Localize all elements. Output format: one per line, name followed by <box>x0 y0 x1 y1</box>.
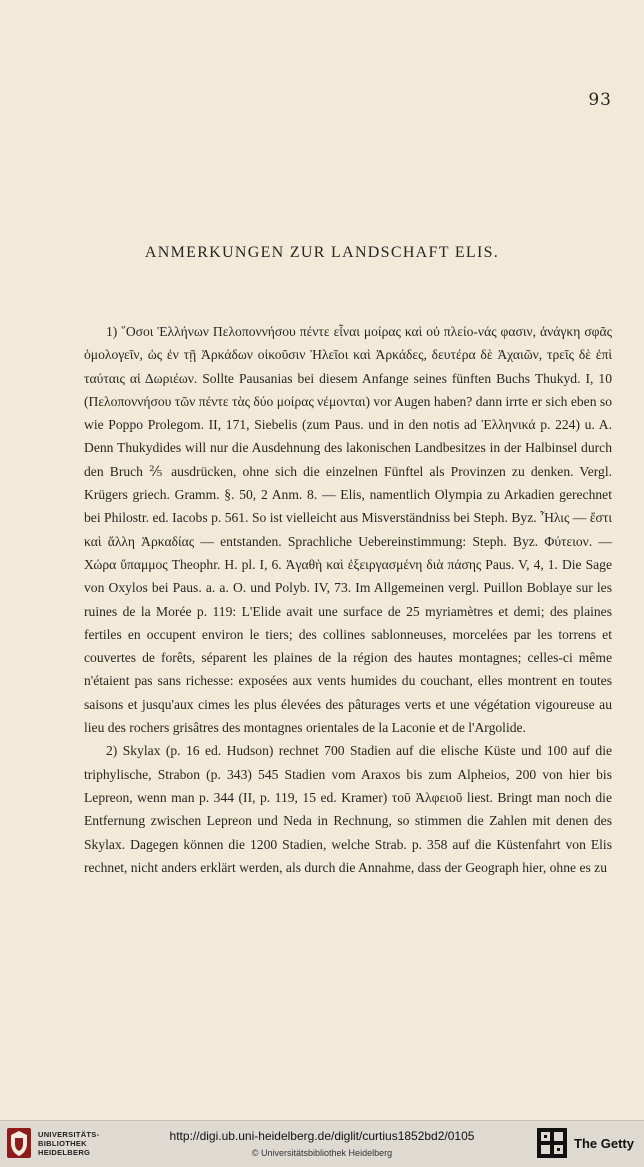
viewer-footer <box>0 1120 644 1167</box>
getty-sponsor-logo[interactable] <box>536 1127 636 1161</box>
library-name: UNIVERSITÄTS- BIBLIOTHEK HEIDELBERG <box>38 1130 100 1157</box>
copyright-notice: © Universitätsbibliothek Heidelberg <box>251 1148 393 1158</box>
page-heading: ANMERKUNGEN ZUR LANDSCHAFT ELIS. <box>144 244 500 261</box>
footnote-paragraph-2: 2) Skylax (p. 16 ed. Hudson) rechnet 700 Stadien auf die elische Küste und 100 auf die triphylische, Strabon (p. 343) 545 Stadien vom Araxos bis zum Alpheios, 200 von hier bis Lepreon, wenn man p. 344 (II, p. 119, 15 ed. Kramer) τοῦ Ἀλφειοῦ liest. Bringt man noch die Entfernung zwischen Lepreon und Neda in Rechnung, so stimmen die Zahlen mit denen des Skylax. Dagegen können die 1200 Stadien, welche Strab. p. 358 auf die Küstenfahrt von Elis rechnet, nicht anders erklärt werden, als durch die Annahme, dass der Geograph hier, ohne es zu <box>84 743 612 875</box>
body-text <box>84 320 612 879</box>
getty-logo-icon <box>536 1127 568 1159</box>
permalink-url[interactable]: http://digi.ub.uni-heidelberg.de/diglit/curtius1852bd2/0105 <box>169 1129 475 1143</box>
sponsor-name: The Getty <box>574 1136 634 1151</box>
footnote-paragraph-1: 1) ῞Οσοι Ἑλλήνων Πελοποννήσου πέντε εἶναι μοίρας καὶ οὐ πλείο-νάς φασιν, ἀνάγκη σφᾶς ὁμολογεῖν, ὡς ἐν τῇ Ἀρκάδων οἰκοῦσιν Ἠλεῖοι καὶ Ἀρκάδες, δευτέρα δὲ Ἀχαιῶν, τρεῖς δὲ ἐπὶ ταύταις αἱ Δωριέων. Sollte Pausanias bei diesem Anfange seines fünften Buchs Thukyd. I, 10 (Πελοποννήσου τῶν πέντε τὰς δύο μοίρας νέμονται) vor Augen haben? dann irrte er sich eben so wie Poppo Prolegom. II, 171, Siebelis (zum Paus. und in den notis ad Ἑλληνικά p. 224) u. A. Denn Thukydides will nur die Ausdehnung des lakonischen Landbesitzes in der Halbinsel durch den Bruch ⅖ ausdrücken, ohne sich die einzelnen Fünftel als Provinzen zu denken. Vergl. Krügers griech. Gramm. §. 50, 2 Anm. 8. — Elis, namentlich Olympia zu Arkadien gerechnet bei Philostr. ed. Iacobs p. 561. So ist vielleicht aus Misverständniss bei Steph. Byz. Ἦλις — ἔστι καὶ ἄλλη Ἀρκαδίας — entstanden. Sprachliche Uebereinstimmung: Steph. Byz. Φύτειον. — Χώρα ὕπαμμος Theophr. H. pl. I, 6. Ἀγαθὴ καὶ ἐξειργασμένη διὰ πάσης Paus. V, 4, 1. Die Sage von Oxylos bei Paus. a. a. O. und Polyb. IV, 73. Im Allgemeinen vergl. Puillon Boblaye sur les ruines de la Morée p. 119: L'Elide avait une surface de 25 myriamètres et demi; des plaines fertiles en occupent environ le tiers; des collines sablonneuses, morcelées par les torrens et couvertes de forêts, séparent les plaines de la région des hautes montagnes; celles-ci même n'étaient pas sans richesse: exposées aux vents humides du couchant, elles montrent en toutes saisons et jusqu'aux cimes les plus élevées des pâturages verts et une végétation vigoureuse au lieu des rochers grisâtres des montagnes orientales de la Laconie et de l'Argolide. <box>84 324 612 736</box>
page-number: 93 <box>588 90 612 110</box>
